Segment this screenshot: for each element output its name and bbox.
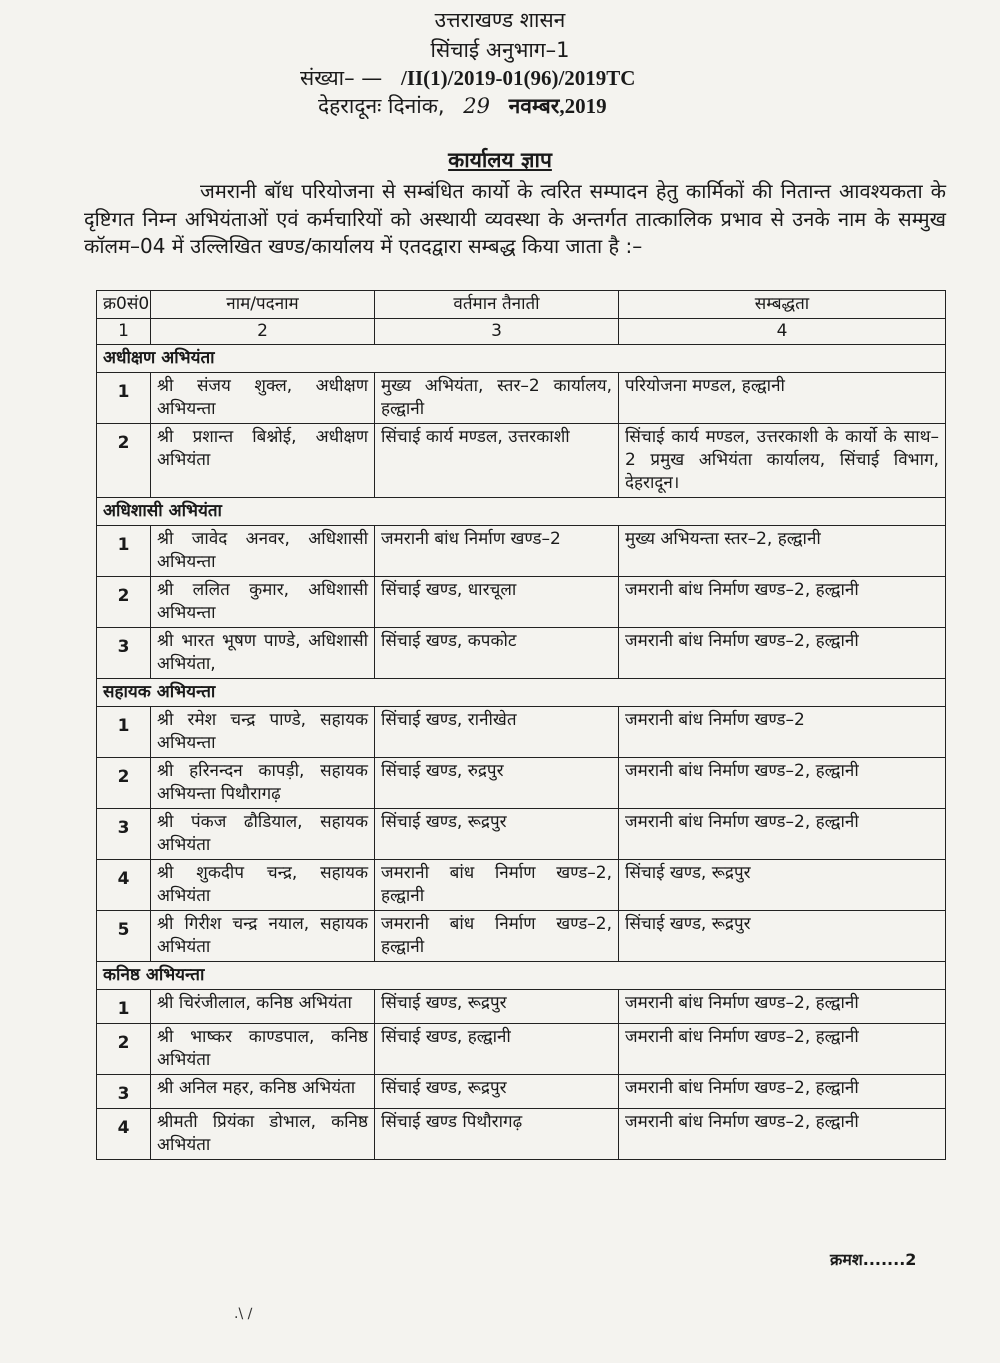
- table-row: [97, 707, 946, 758]
- name-cell: श्री अनिल महर, कनिष्ठ अभियंता: [151, 1075, 375, 1109]
- current-posting-cell: सिंचाई खण्ड, रुद्रपुर: [375, 758, 619, 809]
- serial-cell: 1: [97, 526, 151, 577]
- attachment-cell: जमरानी बांध निर्माण खण्ड–2, हल्द्वानी: [619, 758, 946, 809]
- attachment-table: [96, 290, 946, 1160]
- serial-cell: 4: [97, 860, 151, 911]
- name-cell: श्री भारत भूषण पाण्डे, अधिशासी अभियंता,: [151, 628, 375, 679]
- attachment-cell: सिंचाई खण्ड, रूद्रपुर: [619, 911, 946, 962]
- attachment-cell: जमरानी बांध निर्माण खण्ड–2, हल्द्वानी: [619, 1024, 946, 1075]
- name-cell: श्री भाष्कर काण्डपाल, कनिष्ठ अभियंता: [151, 1024, 375, 1075]
- section-header-row: [97, 679, 946, 707]
- date-line: [318, 92, 607, 120]
- section-header-row: [97, 498, 946, 526]
- table-body: [97, 345, 946, 1160]
- section-title: कनिष्ठ अभियन्ता: [97, 962, 946, 990]
- current-posting-cell: सिंचाई कार्य मण्डल, उत्तरकाशी: [375, 424, 619, 498]
- ref-number: /II(1)/2019-01(96)/2019TC: [400, 66, 636, 90]
- current-posting-cell: जमरानी बांध निर्माण खण्ड–2, हल्द्वानी: [375, 911, 619, 962]
- table-row: [97, 373, 946, 424]
- attachment-cell: परियोजना मण्डल, हल्द्वानी: [619, 373, 946, 424]
- attachment-cell: सिंचाई कार्य मण्डल, उत्तरकाशी के कार्यो के साथ–2 प्रमुख अभियंता कार्यालय, सिंचाई विभाग, देहरादून।: [619, 424, 946, 498]
- name-cell: श्री रमेश चन्द्र पाण्डे, सहायक अभियन्ता: [151, 707, 375, 758]
- section-header-row: [97, 345, 946, 373]
- date-rest: नवम्बर,2019: [508, 94, 607, 118]
- name-cell: श्री जावेद अनवर, अधिशासी अभियन्ता: [151, 526, 375, 577]
- attachment-cell: जमरानी बांध निर्माण खण्ड–2: [619, 707, 946, 758]
- serial-cell: 2: [97, 577, 151, 628]
- attachment-cell: मुख्य अभियन्ता स्तर–2, हल्द्वानी: [619, 526, 946, 577]
- memo-title: कार्यालय ज्ञाप: [448, 148, 552, 172]
- continued-note: क्रमश.......2: [830, 1250, 917, 1269]
- ref-dash: —: [361, 66, 383, 90]
- current-posting-cell: सिंचाई खण्ड, धारचूला: [375, 577, 619, 628]
- reference-line: [300, 64, 635, 92]
- handwritten-mark: .\ ∕: [234, 1306, 253, 1322]
- table-row: [97, 1075, 946, 1109]
- attachment-cell: जमरानी बांध निर्माण खण्ड–2, हल्द्वानी: [619, 628, 946, 679]
- date-label: देहरादूनः दिनांक,: [318, 94, 445, 118]
- attachment-cell: जमरानी बांध निर्माण खण्ड–2, हल्द्वानी: [619, 1075, 946, 1109]
- name-cell: श्री संजय शुक्ल, अधीक्षण अभियन्ता: [151, 373, 375, 424]
- current-posting-cell: सिंचाई खण्ड, कपकोट: [375, 628, 619, 679]
- current-posting-cell: मुख्य अभियंता, स्तर–2 कार्यालय, हल्द्वानी: [375, 373, 619, 424]
- intro-paragraph: जमरानी बॉध परियोजना से सम्बंधित कार्यो के त्वरित सम्पादन हेतु कार्मिकों की नितान्त आवश्यकता के दृष्टिगत निम्न अभियंताओं एवं कर्मचारियों को अस्थायी व्यवस्था के अन्तर्गत तात्कालिक प्रभाव से उनके नाम के सम्मुख कॉलम–04 में उल्लिखित खण्ड/कार्यालय में एतदद्वारा सम्बद्ध किया जाता है :–: [84, 179, 946, 258]
- serial-cell: 1: [97, 373, 151, 424]
- table-row: [97, 911, 946, 962]
- govt-name: उत्तराखण्ड शासन: [434, 8, 566, 32]
- serial-cell: 2: [97, 1024, 151, 1075]
- ref-label: संख्या–: [300, 66, 355, 90]
- col-header-posting: वर्तमान तैनाती: [375, 291, 619, 319]
- col-header-serial: क्र0सं0: [97, 291, 151, 319]
- table-header-row: [97, 291, 946, 319]
- serial-cell: 2: [97, 424, 151, 498]
- attachment-cell: सिंचाई खण्ड, रूद्रपुर: [619, 860, 946, 911]
- serial-cell: 3: [97, 628, 151, 679]
- serial-cell: 1: [97, 707, 151, 758]
- current-posting-cell: सिंचाई खण्ड, रूद्रपुर: [375, 1075, 619, 1109]
- attachment-cell: जमरानी बांध निर्माण खण्ड–2, हल्द्वानी: [619, 990, 946, 1024]
- current-posting-cell: सिंचाई खण्ड, हल्द्वानी: [375, 1024, 619, 1075]
- date-day: 29: [463, 94, 490, 118]
- name-cell: श्री चिरंजीलाल, कनिष्ठ अभियंता: [151, 990, 375, 1024]
- table-row: [97, 758, 946, 809]
- serial-cell: 5: [97, 911, 151, 962]
- table-row: [97, 990, 946, 1024]
- name-cell: श्री ललित कुमार, अधिशासी अभियन्ता: [151, 577, 375, 628]
- table-row: [97, 1109, 946, 1160]
- serial-cell: 3: [97, 1075, 151, 1109]
- serial-cell: 1: [97, 990, 151, 1024]
- table-row: [97, 526, 946, 577]
- current-posting-cell: सिंचाई खण्ड पिथौरागढ़: [375, 1109, 619, 1160]
- table-row: [97, 809, 946, 860]
- col-header-attachment: सम्बद्धता: [619, 291, 946, 319]
- section-title: अधीक्षण अभियंता: [97, 345, 946, 373]
- col-number: 2: [151, 319, 375, 345]
- col-number: 4: [619, 319, 946, 345]
- name-cell: श्री पंकज ढौडियाल, सहायक अभियंता: [151, 809, 375, 860]
- table-row: [97, 860, 946, 911]
- col-number: 3: [375, 319, 619, 345]
- serial-cell: 4: [97, 1109, 151, 1160]
- serial-cell: 3: [97, 809, 151, 860]
- column-number-row: [97, 319, 946, 345]
- name-cell: श्री प्रशान्त बिश्नोई, अधीक्षण अभियंता: [151, 424, 375, 498]
- current-posting-cell: सिंचाई खण्ड, रानीखेत: [375, 707, 619, 758]
- table-row: [97, 628, 946, 679]
- current-posting-cell: जमरानी बांध निर्माण खण्ड–2: [375, 526, 619, 577]
- name-cell: श्री शुकदीप चन्द्र, सहायक अभियंता: [151, 860, 375, 911]
- table-row: [97, 577, 946, 628]
- attachment-cell: जमरानी बांध निर्माण खण्ड–2, हल्द्वानी: [619, 1109, 946, 1160]
- col-header-name: नाम/पदनाम: [151, 291, 375, 319]
- name-cell: श्री हरिनन्दन कापड़ी, सहायक अभियन्ता पिथौरागढ़: [151, 758, 375, 809]
- name-cell: श्रीमती प्रियंका डोभाल, कनिष्ठ अभियंता: [151, 1109, 375, 1160]
- table-row: [97, 424, 946, 498]
- section-title: सहायक अभियन्ता: [97, 679, 946, 707]
- serial-cell: 2: [97, 758, 151, 809]
- attachment-cell: जमरानी बांध निर्माण खण्ड–2, हल्द्वानी: [619, 577, 946, 628]
- current-posting-cell: जमरानी बांध निर्माण खण्ड–2, हल्द्वानी: [375, 860, 619, 911]
- name-cell: श्री गिरीश चन्द्र नयाल, सहायक अभियंता: [151, 911, 375, 962]
- table-row: [97, 1024, 946, 1075]
- section-title: अधिशासी अभियंता: [97, 498, 946, 526]
- section-header-row: [97, 962, 946, 990]
- current-posting-cell: सिंचाई खण्ड, रूद्रपुर: [375, 809, 619, 860]
- current-posting-cell: सिंचाई खण्ड, रूद्रपुर: [375, 990, 619, 1024]
- section-name: सिंचाई अनुभाग–1: [430, 38, 570, 62]
- attachment-cell: जमरानी बांध निर्माण खण्ड–2, हल्द्वानी: [619, 809, 946, 860]
- col-number: 1: [97, 319, 151, 345]
